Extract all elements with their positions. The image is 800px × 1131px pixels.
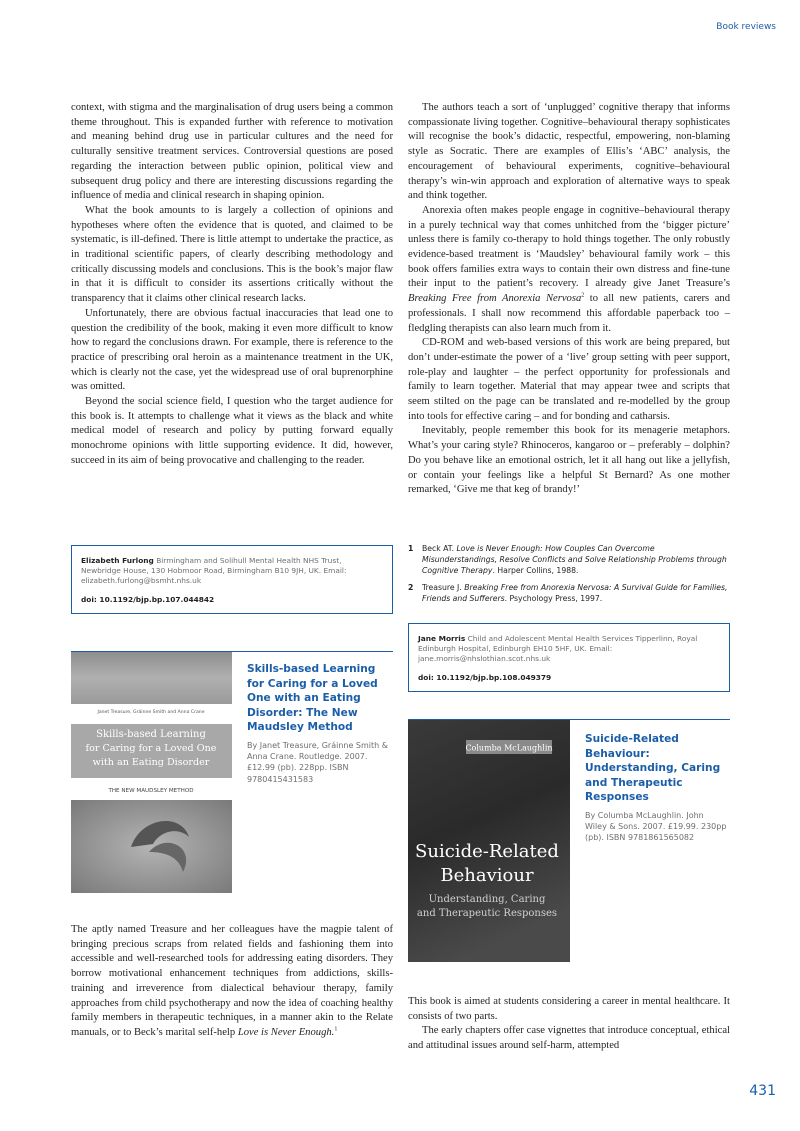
reviewer-affiliation-box bbox=[71, 545, 393, 614]
cover-subtitle-line: Understanding, Caring bbox=[428, 894, 546, 905]
book-title-italic: Love is Never Enough. bbox=[237, 1026, 335, 1038]
reference-list bbox=[408, 544, 730, 612]
paragraph-text: The aptly named Treasure and her colleagues have the magpie talent of bringing precious scraps from related fields and fashioning them into accessible and well-researched tools for addressing eating disorders. They borrow motivational enhancement techniques from addictions, skills-training and irreverence from dialectical behaviour therapy, family approaches from child psychotherapy and now the idea of coaching healthy family members in therapeutic techniques, in a manner akin to the Relate manuals, or to Beck’s marital self-help bbox=[71, 924, 393, 1038]
reviewer-name: Jane Morris bbox=[418, 634, 466, 643]
paragraph: Unfortunately, there are obvious factual inaccuracies that lead one to question the credibility of the book, making it even more difficult to know how to regard the conclusions drawn. For example, there is reference to the practice of prescribing oral heroin as a maintenance treatment in the UK, which is clearly not the case, yet the widespread use of oral buprenorphine was omitted. bbox=[71, 307, 393, 393]
paragraph: What the book amounts to is largely a collection of opinions and hypotheses where often the evidence that is quoted, and claimed to be systematic, is ill-defined. There is little attempt to undertake the practice, as in traditional scientific papers, of clearly describing methodology and critically discussing models and conclusions. This is the book’s major flaw in that it is difficult to consider its assertions critically without the transparency that it claims other clinical research lacks. bbox=[71, 204, 393, 305]
reviewer-name: Elizabeth Furlong bbox=[81, 556, 154, 565]
paragraph: Beyond the social science field, I question who the target audience for this book is. It attempts to challenge what it views as the black and white medical model of research and policy by putting forward equally monochrome opinions with little supporting evidence. It did, however, succeed in its aim of being provocative and challenging to the reader. bbox=[71, 396, 393, 466]
reference-number: 1 bbox=[408, 544, 414, 553]
reference-item bbox=[408, 583, 730, 605]
book-title: Skills-based Learning for Caring for a Loved One with an Eating Disorder: The New Maudsley Method bbox=[247, 663, 378, 734]
reference-author: Treasure J. bbox=[422, 583, 465, 593]
paragraph bbox=[71, 923, 393, 1041]
cover-title-line: Skills-based Learning bbox=[96, 729, 206, 740]
reference-number: 2 bbox=[408, 583, 414, 593]
reference-marker: 1 bbox=[334, 1026, 338, 1033]
reference-title: Love is Never Enough: How Couples Can Overcome Misunderstandings, Resolve Conflicts and Solve Relationship Problems through Cognitive Therapy bbox=[422, 544, 727, 575]
paragraph: context, with stigma and the marginalisation of drug users being a common theme throughout. This is expanded further with reference to motivation and meaning behind drug use in particular cultures and the need for culturally sensitive treatment services. Controversial questions are posed regarding the interaction between public opinion, political view and subsequent drug policy and there are interesting discussions regarding the influence of media and clinical research in shaping opinion. bbox=[71, 102, 393, 202]
cover-authors: Janet Treasure, Gráinne Smith and Anna Crane bbox=[97, 710, 205, 715]
book-title: Suicide-Related Behaviour: Understanding, Caring and Therapeutic Responses bbox=[585, 733, 721, 804]
reviewer-affiliation-box bbox=[408, 623, 730, 692]
book-cover-image bbox=[71, 652, 232, 893]
cover-title-line: Suicide-Related bbox=[415, 841, 559, 862]
page-number: 431 bbox=[749, 1083, 776, 1099]
paragraph: The early chapters offer case vignettes that introduce conceptual, ethical and attitudinal issues around self-harm, attempted bbox=[408, 1025, 730, 1052]
reference-marker: 2 bbox=[581, 292, 585, 299]
paragraph: CD-ROM and web-based versions of this work are being prepared, but don’t under-estimate the power of a ‘live’ group setting with peer support, role-play and laughter – the perfect opportunity for professionals and family to learn together. Material that may appear twee and scripts that seem stilted on the page can be translated and re-modelled by the group into tools for effective caring – and for bonding and catharsis. bbox=[408, 337, 730, 422]
book-details: By Columba McLaughlin. John Wiley & Sons. 2007. £19.99. 230pp (pb). ISBN 9781861565082 bbox=[585, 811, 727, 843]
cover-subtitle-line: and Therapeutic Responses bbox=[416, 908, 558, 919]
cover-title-line: with an Eating Disorder bbox=[92, 757, 210, 768]
cover-author: Columba McLaughlin bbox=[465, 743, 553, 753]
book-details: By Janet Treasure, Gráinne Smith & Anna Crane. Routledge. 2007. £12.99 (pb). 228pp. ISBN 9780415431583 bbox=[247, 741, 389, 784]
right-column-review-text bbox=[408, 995, 730, 1054]
paragraph-text: to all new patients, carers and professionals. I shall now recommend this affordable paperback too – fledgling therapists can also learn much from it. bbox=[408, 293, 730, 334]
reference-publisher: . Harper Collins, 1988. bbox=[492, 565, 579, 575]
cover-subtitle: THE NEW MAUDSLEY METHOD bbox=[108, 788, 194, 794]
reference-title: Breaking Free from Anorexia Nervosa: A Survival Guide for Families, Friends and Sufferers bbox=[422, 583, 728, 604]
book-cover-image bbox=[408, 720, 570, 962]
cover-title-line: Behaviour bbox=[440, 865, 534, 886]
doi-link[interactable]: doi: 10.1192/bjp.bp.107.044842 bbox=[81, 594, 215, 604]
paragraph: The authors teach a sort of ‘unplugged’ cognitive therapy that informs compassionate living together. Cognitive–behavioural therapy sophisticates will recognise the book’s didactic, respectful, empowering, non-blaming style as Socratic. There are examples of Ellis’s ‘ABC’ analysis, the encouragement of behavioural experiments, cognitive–behavioural therapy’s win-win approach and exploration of alternative ways to speak and think together. bbox=[408, 102, 730, 202]
right-column-text bbox=[408, 101, 730, 498]
reviewer-affiliation: Birmingham and Solihull Mental Health NHS Trust, Newbridge House, 130 Hobmoor Road, Birmingham B10 9JH, UK. Email: elizabeth.furlong@bsmht.nhs.uk bbox=[81, 556, 347, 586]
left-column-text bbox=[71, 101, 393, 469]
reference-item bbox=[408, 544, 730, 576]
book-title-italic: Breaking Free from Anorexia Nervosa bbox=[408, 293, 582, 305]
reference-publisher: . Psychology Press, 1997. bbox=[504, 594, 603, 604]
cover-title-line: for Caring for a Loved One bbox=[85, 743, 217, 754]
reviewer-affiliation: Child and Adolescent Mental Health Services Tipperlinn, Royal Edinburgh Hospital, Edinburgh EH10 5HF, UK. Email: jane.morris@nhslothian.scot.nhs.uk bbox=[418, 634, 698, 664]
doi-link[interactable]: doi: 10.1192/bjp.bp.108.049379 bbox=[418, 672, 552, 682]
paragraph bbox=[408, 204, 730, 336]
reference-author: Beck AT. bbox=[422, 544, 457, 553]
paragraph: This book is aimed at students considering a career in mental healthcare. It consists of two parts. bbox=[408, 996, 730, 1022]
paragraph-text: Anorexia often makes people engage in cognitive–behavioural therapy in a purely technical way that comes unhitched from the ‘bigger picture’ unless there is family co-therapy to hold things together. The only robustly evidence-based treatment is ‘Maudsley’ behavioural family work – this book offers families extra ways to contain their own distress and fine-tune their input to the patient’s recovery. I already give Janet Treasure’s bbox=[408, 204, 730, 290]
section-header: Book reviews bbox=[716, 22, 776, 32]
left-column-review-text bbox=[71, 923, 393, 1041]
paragraph: Inevitably, people remember this book for its menagerie metaphors. What’s your caring style? Rhinoceros, kangaroo or – preferably – dolphin? Do you behave like an emotional ostrich, let it all hang out like a jellyfish, or contain your feelings like a helpful St Bernard? As one mother remarked, ‘Give me that keg of brandy!’ bbox=[408, 425, 730, 496]
